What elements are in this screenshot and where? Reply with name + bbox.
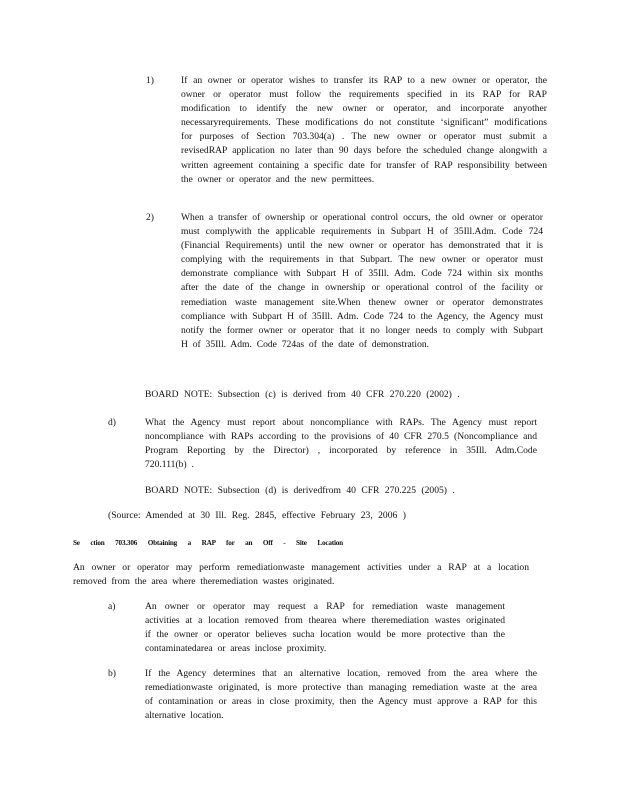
item-a-marker: a) — [108, 601, 116, 612]
board-note-c: BOARD NOTE: Subsection (c) is derived from 40 CFR 270.220 (2002) . — [145, 389, 460, 400]
item-a-text: An owner or operator may request a RAP for remediation waste management activities at a location removed from thearea where theremediation wastes originated if the owner or operator believes sucha location would be more protective than the contaminatedarea or areas inclose proximity. — [145, 601, 505, 655]
item-b-text: If the Agency determines that an alternative location, removed from the area where the remediationwaste originated, is more protective than managing remediation waste at the area of contamination or areas in close proximity, then the Agency must approve a RAP for this alternative location. — [145, 668, 537, 722]
board-note-d: BOARD NOTE: Subsection (d) is derivedfrom 40 CFR 270.225 (2005) . — [145, 485, 455, 496]
source-note: (Source: Amended at 30 Ill. Reg. 2845, effective February 23, 2006 ) — [108, 510, 406, 521]
item-1-marker: 1) — [146, 75, 154, 86]
item-d-text: What the Agency must report about noncompliance with RAPs. The Agency must report noncompliance with RAPs according to the provisions of 40 CFR 270.5 (Noncompliance and Program Reporting by the Director) , incorporated by reference in 35Ill. Adm.Code 720.111(b) . — [145, 417, 537, 471]
section-heading: Se ction 703.306 Obtaining a RAP for an Off - Site Location — [73, 539, 343, 547]
item-2-marker: 2) — [146, 212, 154, 223]
intro-paragraph: An owner or operator may perform remediationwaste management activities under a RAP at a location removed from the area where theremediation wastes originated. — [73, 562, 529, 588]
item-1-text: If an owner or operator wishes to transfer its RAP to a new owner or operator, the owner or operator must follow the requirements specified in its RAP for RAP modification to identify the new owner or operator, and incorporate anyother necessaryrequirements. These modifications do not constitute ‘significant” modifications for purposes of Section 703.304(a) . The new owner or operator must submit a revisedRAP application no later than 90 days before the scheduled change alongwith a written agreement containing a specific date for transfer of RAP responsibility between the owner or operator and the new permittees. — [181, 75, 547, 185]
item-2-text: When a transfer of ownership or operational control occurs, the old owner or operator must complywith the applicable requirements in Subpart H of 35Ill.Adm. Code 724 (Financial Requirements) until the new owner or operator has demonstrated that it is complying with the requirements in that Subpart. The new owner or operator must demonstrate compliance with Subpart H of 35Ill. Adm. Code 724 within six months after the date of the change in ownership or operational control of the facility or remediation waste management site.When thenew owner or operator demonstrates compliance with Subpart H of 35Ill. Adm. Code 724 to the Agency, the Agency must notify the former owner or operator that it no longer needs to comply with Subpart H of 35Ill. Adm. Code 724as of the date of demonstration. — [181, 212, 543, 350]
item-d-marker: d) — [108, 417, 116, 428]
item-b-marker: b) — [108, 668, 116, 679]
